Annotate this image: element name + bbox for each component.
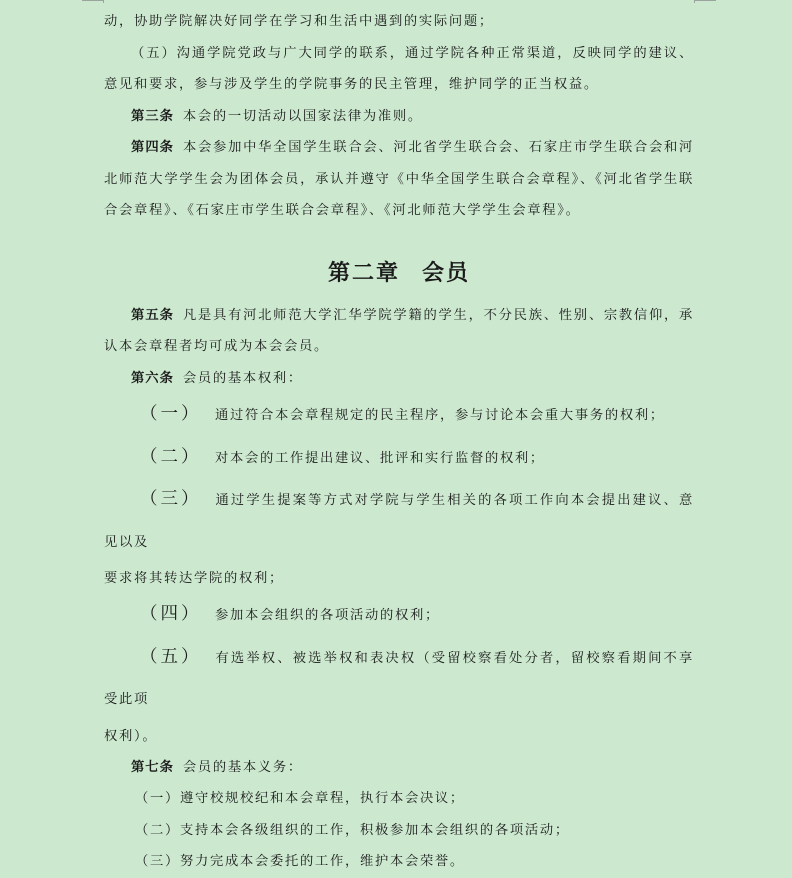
article-6 xyxy=(104,363,694,395)
list-text: 对本会的工作提出建议、批评和实行监督的权利； xyxy=(215,450,545,466)
list-item xyxy=(104,394,694,437)
article-text: 会员的基本义务： xyxy=(182,759,303,775)
chapter-title: 会员 xyxy=(422,260,471,286)
list-item xyxy=(104,594,694,637)
article-4 xyxy=(104,132,694,227)
list-item: （二）支持本会各级组织的工作，积极参加本会组织的各项活动； xyxy=(135,822,570,838)
list-text: 通过符合本会章程规定的民主程序，参与讨论本会重大事务的权利； xyxy=(215,408,665,423)
list-item xyxy=(104,479,694,563)
article-text: 本会的一切活动以国家法律为准则。 xyxy=(182,108,423,124)
list-item: （三）努力完成本会委托的工作，维护本会荣誉。 xyxy=(135,854,465,869)
list-number: （三） xyxy=(140,489,202,509)
article-label: 第四条 xyxy=(131,140,174,155)
article-text: 会员的基本权利： xyxy=(182,370,303,386)
article-text: 凡是具有河北师范大学汇华学院学籍的学生，不分民族、性别、宗教信仰，承认本会章程者均可成为本会会员。 xyxy=(104,307,694,354)
article-3 xyxy=(104,101,694,133)
chapter-heading xyxy=(104,262,694,286)
article-label: 第三条 xyxy=(131,108,174,124)
paragraph: （五）沟通学院党政与广大同学的联系，通过学院各种正常渠道，反映同学的建议、意见和要求，参与涉及学生的学院事务的民主管理，维护同学的正当权益。 xyxy=(104,45,694,92)
list-item xyxy=(104,437,694,480)
chapter-number: 第二章 xyxy=(327,260,400,286)
article-5 xyxy=(104,300,694,363)
list-number: （二） xyxy=(140,446,202,467)
list-text: 有选举权、被选举权和表决权（受留校察看处分者，留校察看期间不享受此项 xyxy=(104,650,694,707)
list-item-continuation: 权利）。 xyxy=(104,728,158,744)
article-label: 第七条 xyxy=(131,759,174,775)
article-label: 第五条 xyxy=(131,307,174,323)
article-label: 第六条 xyxy=(131,370,174,386)
article-text: 本会参加中华全国学生联合会、河北省学生联合会、石家庄市学生联合会和河北师范大学学生会为团体会员，承认并遵守《中华全国学生联合会章程》、《河北省学生联合会章程》、《石家庄市学生联合会章程》、《河北师范大学学生会章程》。 xyxy=(104,140,694,218)
list-item: （一）遵守校规校纪和本会章程，执行本会决议； xyxy=(135,791,465,806)
page-corner-mark-right xyxy=(694,0,716,3)
document-page xyxy=(104,6,694,878)
page-corner-mark-left xyxy=(82,0,104,3)
list-text: 通过学生提案等方式对学院与学生相关的各项工作向本会提出建议、意见以及 xyxy=(104,493,694,550)
list-number: （五） xyxy=(140,646,202,667)
list-item xyxy=(104,637,694,721)
list-text: 参加本会组织的各项活动的权利； xyxy=(215,608,440,623)
list-number: （一） xyxy=(140,404,202,424)
paragraph: 动，协助学院解决好同学在学习和生活中遇到的实际问题； xyxy=(104,14,494,29)
list-item-continuation: 要求将其转达学院的权利； xyxy=(104,571,284,586)
article-7 xyxy=(104,752,694,784)
list-number: （四） xyxy=(140,604,202,624)
